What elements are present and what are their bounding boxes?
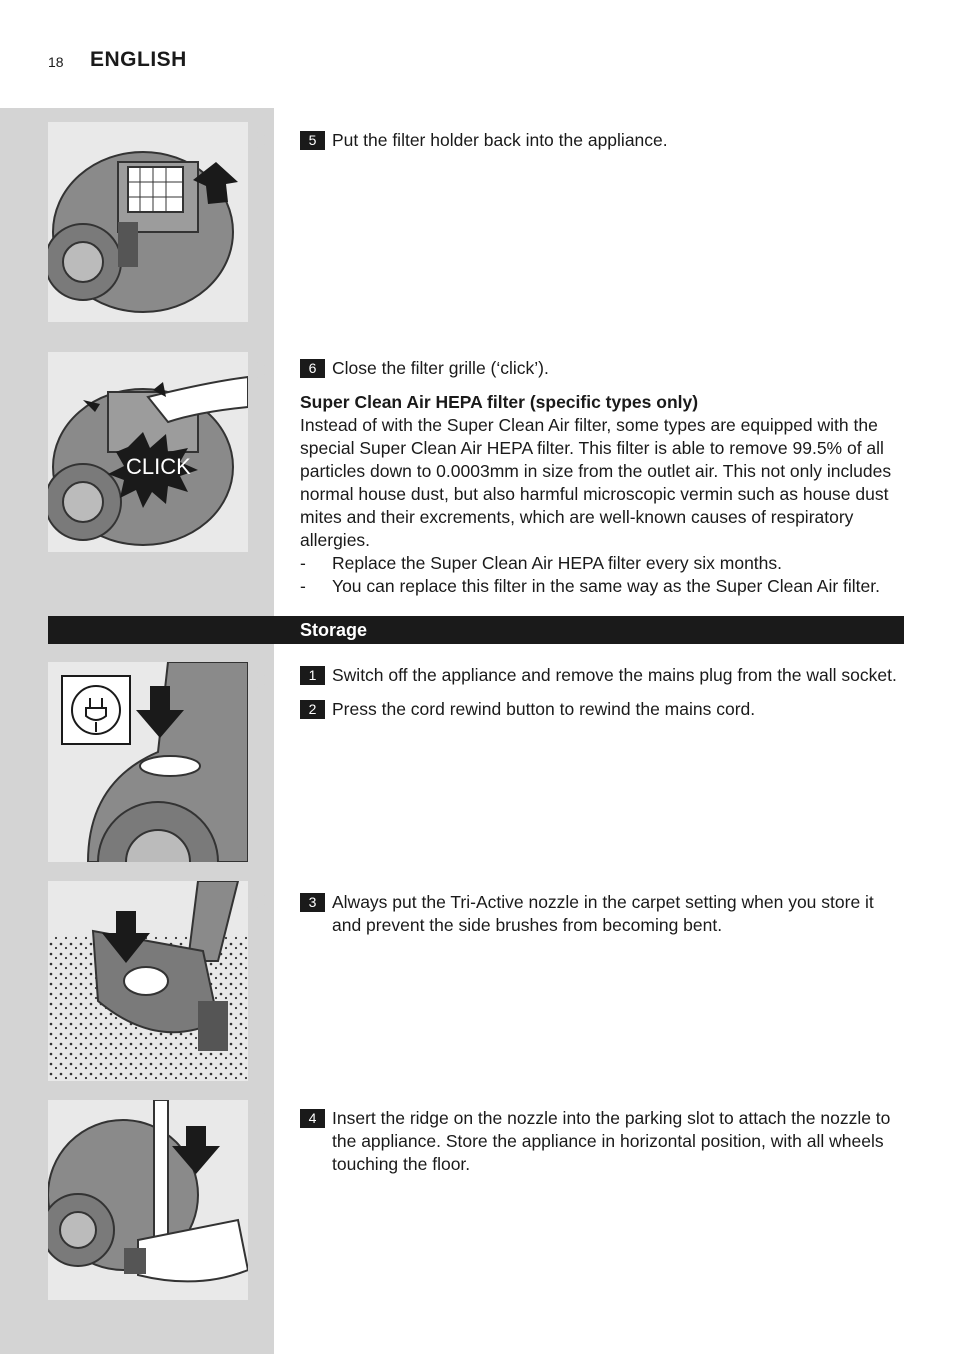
figure-pointer	[248, 358, 274, 382]
section-header-storage	[48, 616, 904, 644]
step-text: Switch off the appliance and remove the mains plug from the wall socket.	[332, 665, 897, 685]
bullet-item	[300, 575, 906, 598]
figure-pointer	[248, 128, 274, 152]
figure-pointer	[248, 1106, 274, 1130]
step-number: 2	[300, 700, 325, 719]
bullet-item	[300, 552, 906, 575]
bullet-dash: -	[300, 553, 306, 573]
storage-step-4	[300, 1107, 906, 1176]
step-text: Insert the ridge on the nozzle into the parking slot to attach the nozzle to the appliance. Store the appliance in horizontal position, with all wheels touching the floor.	[332, 1108, 891, 1174]
hepa-heading: Super Clean Air HEPA filter (specific types only)	[300, 392, 699, 412]
bullet-dash: -	[300, 576, 306, 596]
hepa-body: Instead of with the Super Clean Air filter, some types are equipped with the special Super Clean Air HEPA filter. This filter is able to remove 99.5% of all particles down to 0.0003mm in size from the outlet air. This not only includes normal house dust, but also harmful microscopic vermin such as house dust mites and their excrements, which are well-known causes of respiratory allergies.	[300, 415, 892, 550]
storage-steps-1-2	[300, 664, 906, 721]
step-text: Put the filter holder back into the appliance.	[332, 130, 668, 150]
step-number: 3	[300, 893, 325, 912]
vacuum-filter-holder-illustration	[48, 122, 248, 322]
figure-parking	[48, 1100, 248, 1300]
figure-filter-holder	[48, 122, 248, 322]
vacuum-unplug-illustration	[48, 662, 248, 862]
figure-unplug	[48, 662, 248, 862]
step-text: Always put the Tri-Active nozzle in the carpet setting when you store it and prevent the side brushes from becoming bent.	[332, 892, 874, 935]
figure-pointer	[248, 668, 274, 692]
language-label: ENGLISH	[90, 48, 187, 71]
step-5	[300, 129, 906, 152]
step-6-block	[300, 357, 906, 598]
click-label: CLICK	[126, 454, 191, 479]
bullet-text: Replace the Super Clean Air HEPA filter every six months.	[332, 553, 783, 573]
section-title: Storage	[300, 620, 368, 640]
step-text: Close the filter grille (‘click’).	[332, 358, 549, 378]
figure-pointer	[248, 888, 274, 912]
nozzle-parking-illustration	[48, 1100, 248, 1300]
step-number: 1	[300, 666, 325, 685]
figure-nozzle-carpet	[48, 881, 248, 1081]
step-text: Press the cord rewind button to rewind the mains cord.	[332, 699, 756, 719]
step-number: 5	[300, 131, 325, 150]
page-number: 18	[48, 54, 64, 70]
step-number: 4	[300, 1109, 325, 1128]
step-number: 6	[300, 359, 325, 378]
vacuum-grille-click-illustration	[48, 352, 248, 552]
nozzle-carpet-illustration	[48, 881, 248, 1081]
storage-step-3	[300, 891, 906, 937]
figure-filter-grille	[48, 352, 248, 552]
bullet-text: You can replace this filter in the same way as the Super Clean Air filter.	[332, 576, 880, 596]
